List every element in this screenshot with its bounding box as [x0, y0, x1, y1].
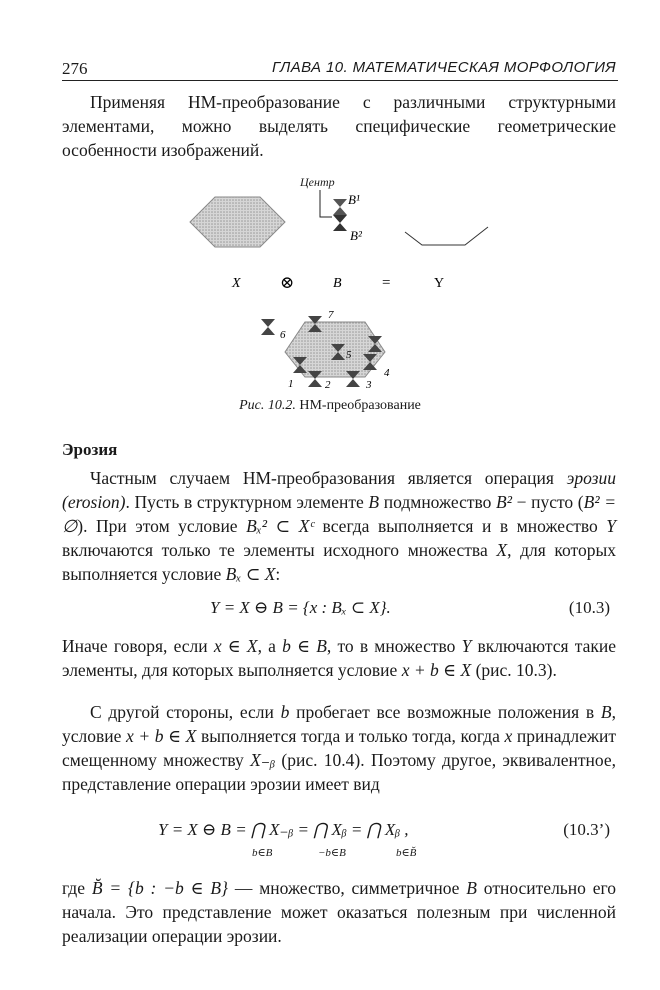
b2-label: B²: [350, 228, 362, 243]
erosion-paragraph-1: Частным случаем HM-преобразования является операция эрозии (erosion). Пусть в структурном элементе B подмножество B² − пусто (B² = ∅). При этом условие Bₓ² ⊂ Xᶜ всегда выполняется и в множество Y включаются только те элементы исходного множества X, для которых выполняется условие Bₓ ⊂ X:: [62, 468, 617, 584]
eq-x-label: X: [232, 276, 241, 291]
figure-caption: [0, 398, 660, 414]
position-1-label: 1: [288, 378, 294, 390]
chapter-title: ГЛАВА 10. МАТЕМАТИЧЕСКАЯ МОРФОЛОГИЯ: [271, 59, 616, 76]
eq-op-label: ⊗: [280, 273, 295, 292]
figure-caption-text: HM-преобразование: [299, 398, 421, 413]
eq-b-label: B: [333, 276, 342, 291]
figure-number: Рис. 10.2.: [239, 398, 296, 413]
eq-y-label: Y: [434, 276, 445, 291]
position-6-element: [261, 319, 275, 335]
formula-sub-1: b∈B: [252, 847, 273, 859]
position-3-label: 3: [366, 379, 372, 391]
formula-10-3-expression: Y = X ⊖ B = {x : Bₓ ⊂ X}.: [210, 598, 391, 617]
structuring-element-b: [333, 199, 347, 231]
formula-10-3-prime: [62, 818, 616, 864]
position-2-element: [308, 371, 322, 387]
b1-label: B¹: [348, 192, 360, 207]
erosion-paragraph-3: С другой стороны, если b пробегает все возможные положения в B, условие x + b ∈ X выполняется тогда и только тогда, когда x принадлежит смещенному множеству X₋ᵦ (рис. 10.4). Поэтому другое, эквивалентное, представление операции эрозии имеет вид: [62, 702, 616, 794]
formula-10-3-prime-expression: Y = X ⊖ B = ⋂ X₋ᵦ = ⋂ Xᵦ = ⋂ Xᵦ ,: [158, 820, 409, 839]
position-3-element: [346, 371, 360, 387]
formula-10-3: [62, 598, 616, 622]
section-heading: Эрозия: [62, 440, 118, 459]
formula-10-3-prime-number: (10.3’): [563, 820, 610, 839]
page-header: [62, 56, 618, 81]
erosion-paragraph-2: Иначе говоря, если x ∈ X, а b ∈ B, то в множество Y включаются такие элементы, для которых выполняется условие x + b ∈ X (рис. 10.3).: [62, 636, 616, 680]
result-y-shape: [405, 227, 488, 245]
formula-sub-2: −b∈B: [318, 847, 346, 859]
position-2-label: 2: [325, 379, 331, 391]
page-number: 276: [62, 59, 88, 78]
intro-paragraph: Применяя HM-преобразование с различными структурными элементами, можно выделять специфические геометрические особенности изображений.: [62, 92, 616, 160]
erosion-paragraph-4: где B̆ = {b : −b ∈ B} — множество, симметричное B относительно его начала. Это представление может оказаться полезным при численной реализации операции эрозии.: [62, 878, 616, 946]
position-7-label: 7: [328, 309, 334, 321]
position-6-label: 6: [280, 329, 286, 341]
center-label: Центр: [300, 175, 335, 189]
position-5-label: 5: [346, 349, 352, 361]
formula-10-3-number: (10.3): [568, 598, 610, 617]
center-pointer: [320, 190, 332, 217]
hm-transform-figure: [160, 172, 500, 402]
position-4-label: 4: [384, 367, 390, 379]
formula-sub-3: b∈B̆: [396, 847, 417, 859]
eq-equals-label: =: [382, 275, 391, 291]
set-x-hexagon: [190, 197, 285, 247]
